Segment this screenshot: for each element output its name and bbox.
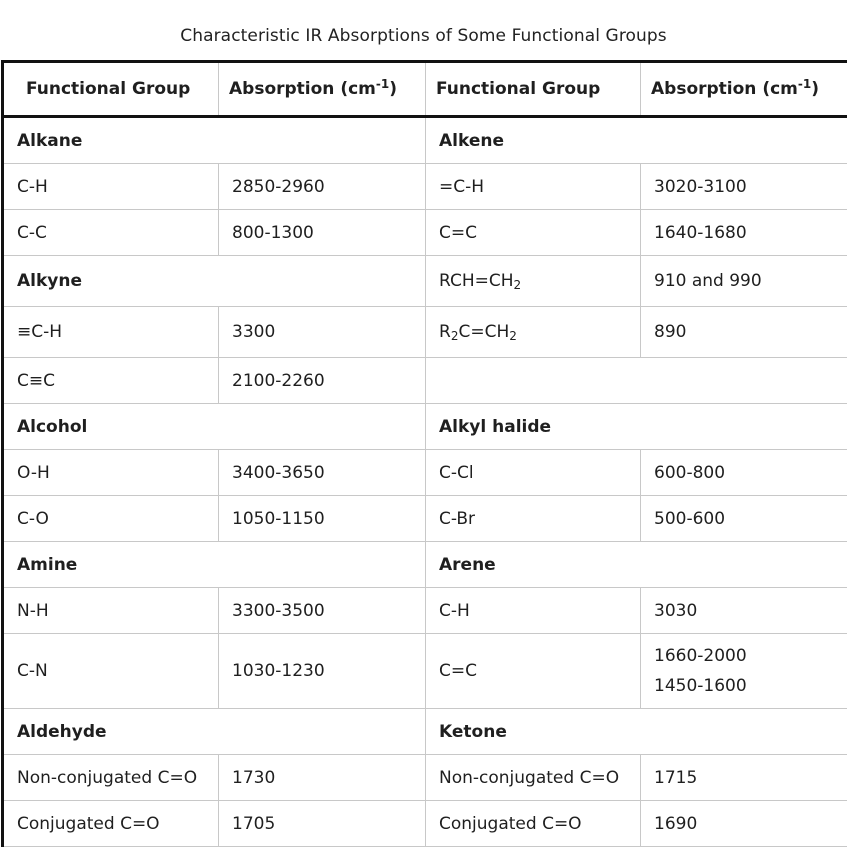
- header-absorption-left: Absorption $(cm^{-1})$: [219, 62, 426, 117]
- absorption-cell: 2100-2260: [219, 358, 426, 404]
- table-row: [3, 588, 847, 634]
- absorption-cell: 800-1300: [219, 210, 426, 256]
- functional-group-cell: Non-conjugated C=O: [3, 755, 219, 801]
- table-row: [3, 256, 847, 307]
- functional-group-cell: C=C: [426, 634, 641, 709]
- functional-group-cell: N-H: [3, 588, 219, 634]
- group-alkyl-halide: Alkyl halide: [426, 404, 847, 450]
- absorption-cell: 910 and 990: [641, 256, 847, 307]
- functional-group-cell: C≡C: [3, 358, 219, 404]
- group-row-alcohol-alkyl-halide: [3, 404, 847, 450]
- table-row: [3, 634, 847, 709]
- group-alcohol: Alcohol: [3, 404, 426, 450]
- functional-group-cell: Conjugated C=O: [3, 801, 219, 847]
- absorption-cell: 1640-1680: [641, 210, 847, 256]
- absorption-cell: [641, 634, 847, 709]
- functional-group-cell: C-Cl: [426, 450, 641, 496]
- functional-group-cell: $RCH=CH_2$: [426, 256, 641, 307]
- group-alkane: Alkane: [3, 117, 426, 164]
- table-row: [3, 210, 847, 256]
- absorption-value-2: 1450-1600: [654, 676, 747, 696]
- group-alkene: Alkene: [426, 117, 847, 164]
- group-arene: Arene: [426, 542, 847, 588]
- functional-group-cell: O-H: [3, 450, 219, 496]
- absorption-cell: 1030-1230: [219, 634, 426, 709]
- absorption-cell: 3400-3650: [219, 450, 426, 496]
- functional-group-cell: C-H: [426, 588, 641, 634]
- table-caption: Characteristic IR Absorptions of Some Functional Groups: [180, 26, 667, 46]
- absorption-cell: 890: [641, 307, 847, 358]
- header-functional-group-right: Functional Group: [426, 62, 641, 117]
- absorption-cell: 1715: [641, 755, 847, 801]
- group-row-alkane-alkene: [3, 117, 847, 164]
- header-absorption-right: Absorption $(cm^{-1})$: [641, 62, 847, 117]
- functional-group-cell: =C-H: [426, 164, 641, 210]
- table-row: [3, 164, 847, 210]
- absorption-value-1: 1660-2000: [654, 646, 747, 666]
- absorption-cell: 3020-3100: [641, 164, 847, 210]
- ir-absorption-table: [1, 60, 847, 847]
- group-aldehyde: Aldehyde: [3, 709, 426, 755]
- group-alkyne: Alkyne: [3, 256, 426, 307]
- table-row: [3, 358, 847, 404]
- absorption-cell: 500-600: [641, 496, 847, 542]
- absorption-cell: 1690: [641, 801, 847, 847]
- functional-group-cell: Conjugated C=O: [426, 801, 641, 847]
- functional-group-cell: ≡C-H: [3, 307, 219, 358]
- header-row: [3, 62, 847, 117]
- group-row-amine-arene: [3, 542, 847, 588]
- empty-cell: [426, 358, 847, 404]
- functional-group-cell: C-N: [3, 634, 219, 709]
- absorption-cell: 1705: [219, 801, 426, 847]
- absorption-cell: 3300-3500: [219, 588, 426, 634]
- group-amine: Amine: [3, 542, 426, 588]
- absorption-cell: 2850-2960: [219, 164, 426, 210]
- functional-group-cell: Non-conjugated C=O: [426, 755, 641, 801]
- absorption-cell: 600-800: [641, 450, 847, 496]
- header-functional-group-left: Functional Group: [3, 62, 219, 117]
- table-row: [3, 450, 847, 496]
- absorption-cell: 1050-1150: [219, 496, 426, 542]
- table-row: [3, 496, 847, 542]
- table-row: [3, 755, 847, 801]
- functional-group-cell: C-C: [3, 210, 219, 256]
- group-row-aldehyde-ketone: [3, 709, 847, 755]
- functional-group-cell: C=C: [426, 210, 641, 256]
- table-row: [3, 801, 847, 847]
- absorption-cell: 1730: [219, 755, 426, 801]
- absorption-cell: 3030: [641, 588, 847, 634]
- functional-group-cell: C-H: [3, 164, 219, 210]
- functional-group-cell: $R_2C=CH_2$: [426, 307, 641, 358]
- group-ketone: Ketone: [426, 709, 847, 755]
- absorption-cell: 3300: [219, 307, 426, 358]
- functional-group-cell: C-Br: [426, 496, 641, 542]
- table-row: [3, 307, 847, 358]
- functional-group-cell: C-O: [3, 496, 219, 542]
